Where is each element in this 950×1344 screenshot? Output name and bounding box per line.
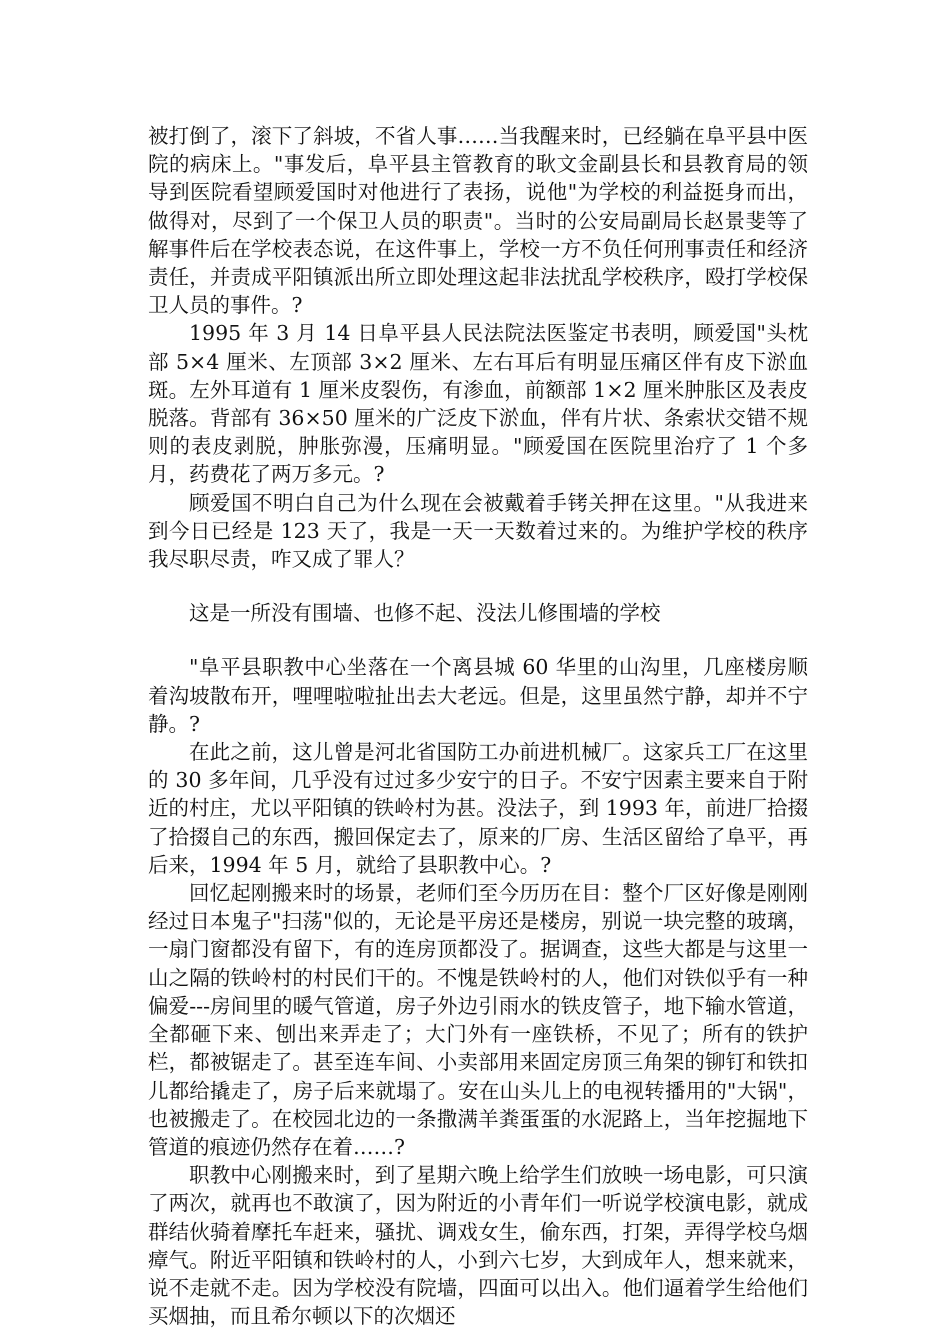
paragraph-forensic-report: 1995 年 3 月 14 日阜平县人民法院法医鉴定书表明，顾爱国"头枕部 5×4 厘米、左顶部 3×2 厘米、左右耳后有明显压痛区伴有皮下淤血斑。左外耳道有 1 厘米皮裂伤，有渗血，前额部 1×2 厘米肿胀区及表皮脱落。背部有 36×50 厘米的广泛皮下淤血，伴有片状、条索状交错不规则的表皮剥脱，肿胀弥漫，压痛明显。"顾爱国在医院里治疗了 1 个多月，药费花了两万多元。? [148,321,808,487]
paragraph-factory-history: 在此之前，这儿曾是河北省国防工办前进机械厂。这家兵工厂在这里的 30 多年间，几乎没有过过多少安宁的日子。不安宁因素主要来自于附近的村庄，尤以平阳镇的铁岭村为甚。没法子，到 1993 年，前进厂拾掇了拾掇自己的东西，搬回保定去了，原来的厂房、生活区留给了阜平，再后来，1994 年 5 月，就给了县职教中心。? [148,740,808,877]
paragraph-recollection: 回忆起刚搬来时的场景，老师们至今历历在目：整个厂区好像是刚刚经过日本鬼子"扫荡"似的，无论是平房还是楼房，别说一块完整的玻璃，一扇门窗都没有留下，有的连房顶都没了。据调查，这些大都是与这里一山之隔的铁岭村的村民们干的。不愧是铁岭村的人，他们对铁似乎有一种偏爱---房间里的暖气管道，房子外边引雨水的铁皮管子，地下输水管道，全都砸下来、刨出来弄走了；大门外有一座铁桥，不见了；所有的铁护栏，都被锯走了。甚至连车间、小卖部用来固定房顶三角架的铆钉和铁扣儿都给撬走了，房子后来就塌了。安在山头儿上的电视转播用的"大锅"，也被搬走了。在校园北边的一条撒满羊粪蛋蛋的水泥路上，当年挖掘地下管道的痕迹仍然存在着……? [148,881,808,1159]
document-page [148,122,808,1330]
paragraph-school-location: "阜平县职教中心坐落在一个离县城 60 华里的山沟里，几座楼房顺着沟坡散布开，哩哩啦啦扯出去大老远。但是，这里虽然宁静，却并不宁静。? [148,655,808,736]
paragraph-continuation: 被打倒了，滚下了斜坡，不省人事……当我醒来时，已经躺在阜平县中医院的病床上。"事发后，阜平县主管教育的耿文金副县长和县教育局的领导到医院看望顾爱国时对他进行了表扬，说他"为学校的利益挺身而出，做得对，尽到了一个保卫人员的职责"。当时的公安局副局长赵景斐等了解事件后在学校表态说，在这件事上，学校一方不负任何刑事责任和经济责任，并责成平阳镇派出所立即处理这起非法扰乱学校秩序，殴打学校保卫人员的事件。? [148,124,808,318]
section-heading: 这是一所没有围墙、也修不起、没法儿修围墙的学校 [189,601,661,626]
paragraph-movie-night: 职教中心刚搬来时，到了星期六晚上给学生们放映一场电影，可只演了两次，就再也不敢演了，因为附近的小青年们一听说学校演电影，就成群结伙骑着摩托车赶来，骚扰、调戏女生，偷东西，打架，弄得学校乌烟瘴气。附近平阳镇和铁岭村的人，小到六七岁，大到成年人，想来就来，说不走就不走。因为学校没有院墙，四面可以出入。他们逼着学生给他们买烟抽，而且希尔顿以下的次烟还 [148,1163,808,1329]
paragraph-detention: 顾爱国不明白自己为什么现在会被戴着手铐关押在这里。"从我进来到今日已经是 123 天了，我是一天一天数着过来的。为维护学校的秩序我尽职尽责，咋又成了罪人？ [148,490,808,572]
